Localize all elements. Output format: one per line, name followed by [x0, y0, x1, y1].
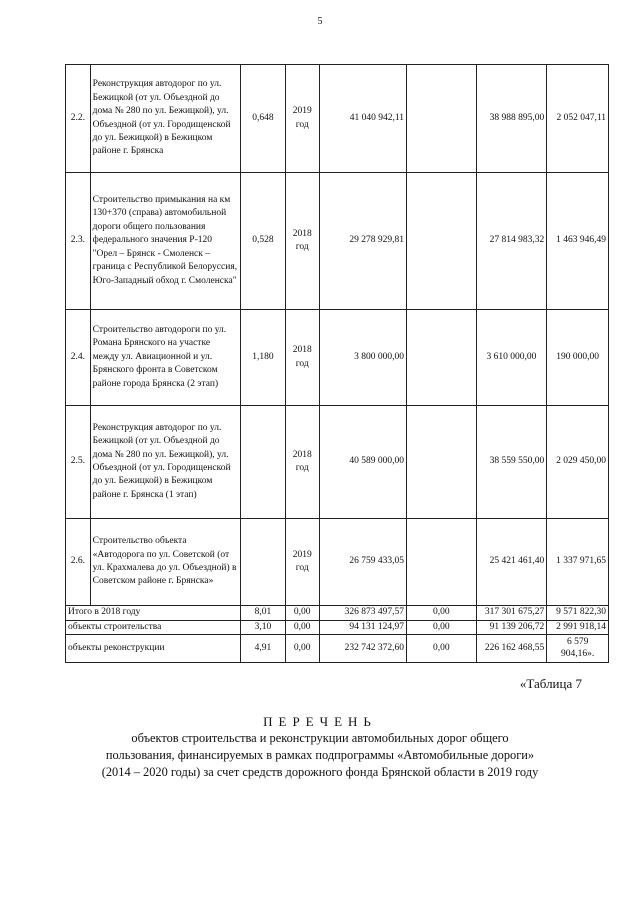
- row-number: 2.2.: [66, 65, 91, 173]
- federal-amount: [407, 173, 477, 310]
- page-subtitle: объектов строительства и реконструкции автомобильных дорог общего пользования, финансируемых в рамках подпрограммы «Автомобильные дороги» (2014 – 2020 годы) за счет средств дорожного фонда Брянской области в 2019 году: [101, 731, 539, 779]
- page-title: ПЕРЕЧЕНЬ: [263, 714, 377, 729]
- municipal-amount: 6 579 904,16».: [547, 635, 609, 663]
- object-length: 0,648: [241, 65, 286, 173]
- regional-amount: 27 814 983,32: [476, 173, 547, 310]
- object-year: 2019 год: [285, 519, 319, 606]
- total-amount: 29 278 929,81: [319, 173, 407, 310]
- page-number: 5: [317, 16, 323, 27]
- table-row: [66, 519, 609, 606]
- regional-amount: 91 139 206,72: [476, 620, 547, 635]
- federal-amount: [407, 65, 477, 173]
- object-length: [241, 406, 286, 519]
- federal-amount: 0,00: [407, 606, 477, 621]
- object-name: Строительство автодороги по ул. Романа Брянского на участке между ул. Авиационной и ул. Брянского фронта в Советском районе города Брянска (2 этап): [90, 310, 240, 406]
- total-row: [66, 635, 609, 663]
- object-length: [241, 519, 286, 606]
- row-number: 2.5.: [66, 406, 91, 519]
- row-number: 2.3.: [66, 173, 91, 310]
- object-year: 2018 год: [285, 406, 319, 519]
- municipal-amount: 190 000,00: [547, 310, 609, 406]
- total-amount: 40 589 000,00: [319, 406, 407, 519]
- federal-amount: [407, 406, 477, 519]
- object-length: 0,528: [241, 173, 286, 310]
- object-length: 1,180: [241, 310, 286, 406]
- municipal-amount: 1 337 971,65: [547, 519, 609, 606]
- object-name: Строительство примыкания на км 130+370 (справа) автомобильной дороги общего пользования федерального значения Р-120 "Орел – Брянск - Смоленск – граница с Республикой Белоруссия, Юго-Западный обход г. Смоленска": [90, 173, 240, 310]
- federal-amount: [407, 519, 477, 606]
- total-extra: 0,00: [285, 606, 319, 621]
- federal-amount: 0,00: [407, 635, 477, 663]
- total-extra: 0,00: [285, 635, 319, 663]
- regional-amount: 38 988 895,00: [476, 65, 547, 173]
- regional-amount: 25 421 461,40: [476, 519, 547, 606]
- total-row: [66, 606, 609, 621]
- total-amount: 3 800 000,00: [319, 310, 407, 406]
- row-number: 2.6.: [66, 519, 91, 606]
- table-row: [66, 173, 609, 310]
- object-name: Реконструкция автодорог по ул. Бежицкой (от ул. Объездной до дома № 280 по ул. Бежицкой), ул. Объездной (от ул. Городищенской до ул. Бежицкой) в Бежицком районе г. Брянска: [90, 65, 240, 173]
- total-amount: 326 873 497,57: [319, 606, 407, 621]
- total-row: [66, 620, 609, 635]
- total-amount: 41 040 942,11: [319, 65, 407, 173]
- object-year: 2018 год: [285, 173, 319, 310]
- total-label: объекты строительства: [66, 620, 241, 635]
- object-year: 2018 год: [285, 310, 319, 406]
- municipal-amount: 9 571 822,30: [547, 606, 609, 621]
- table-row: [66, 65, 609, 173]
- total-label: объекты реконструкции: [66, 635, 241, 663]
- total-amount: 26 759 433,05: [319, 519, 407, 606]
- total-length: 3,10: [241, 620, 286, 635]
- table-row: [66, 406, 609, 519]
- municipal-amount: 2 029 450,00: [547, 406, 609, 519]
- municipal-amount: 2 052 047,11: [547, 65, 609, 173]
- road-objects-table: [65, 64, 609, 663]
- municipal-amount: 1 463 946,49: [547, 173, 609, 310]
- federal-amount: [407, 310, 477, 406]
- federal-amount: 0,00: [407, 620, 477, 635]
- row-number: 2.4.: [66, 310, 91, 406]
- total-length: 8,01: [241, 606, 286, 621]
- table-row: [66, 310, 609, 406]
- regional-amount: 317 301 675,27: [476, 606, 547, 621]
- regional-amount: 3 610 000,00: [476, 310, 547, 406]
- object-name: Строительство объекта «Автодорога по ул. Советской (от ул. Крахмалева до ул. Объездной) в Советском районе г. Брянска»: [90, 519, 240, 606]
- regional-amount: 226 162 468,55: [476, 635, 547, 663]
- total-label: Итого в 2018 году: [66, 606, 241, 621]
- object-name: Реконструкция автодорог по ул. Бежицкой (от ул. Объездной до дома № 280 по ул. Бежицкой), ул. Объездной (от ул. Городищенской до ул. Бежицкой) в Бежицком районе г. Брянска (1 этап): [90, 406, 240, 519]
- object-year: 2019 год: [285, 65, 319, 173]
- table-label: «Таблица 7: [519, 676, 582, 691]
- regional-amount: 38 559 550,00: [476, 406, 547, 519]
- total-extra: 0,00: [285, 620, 319, 635]
- municipal-amount: 2 991 918,14: [547, 620, 609, 635]
- total-length: 4,91: [241, 635, 286, 663]
- total-amount: 232 742 372,60: [319, 635, 407, 663]
- total-amount: 94 131 124,97: [319, 620, 407, 635]
